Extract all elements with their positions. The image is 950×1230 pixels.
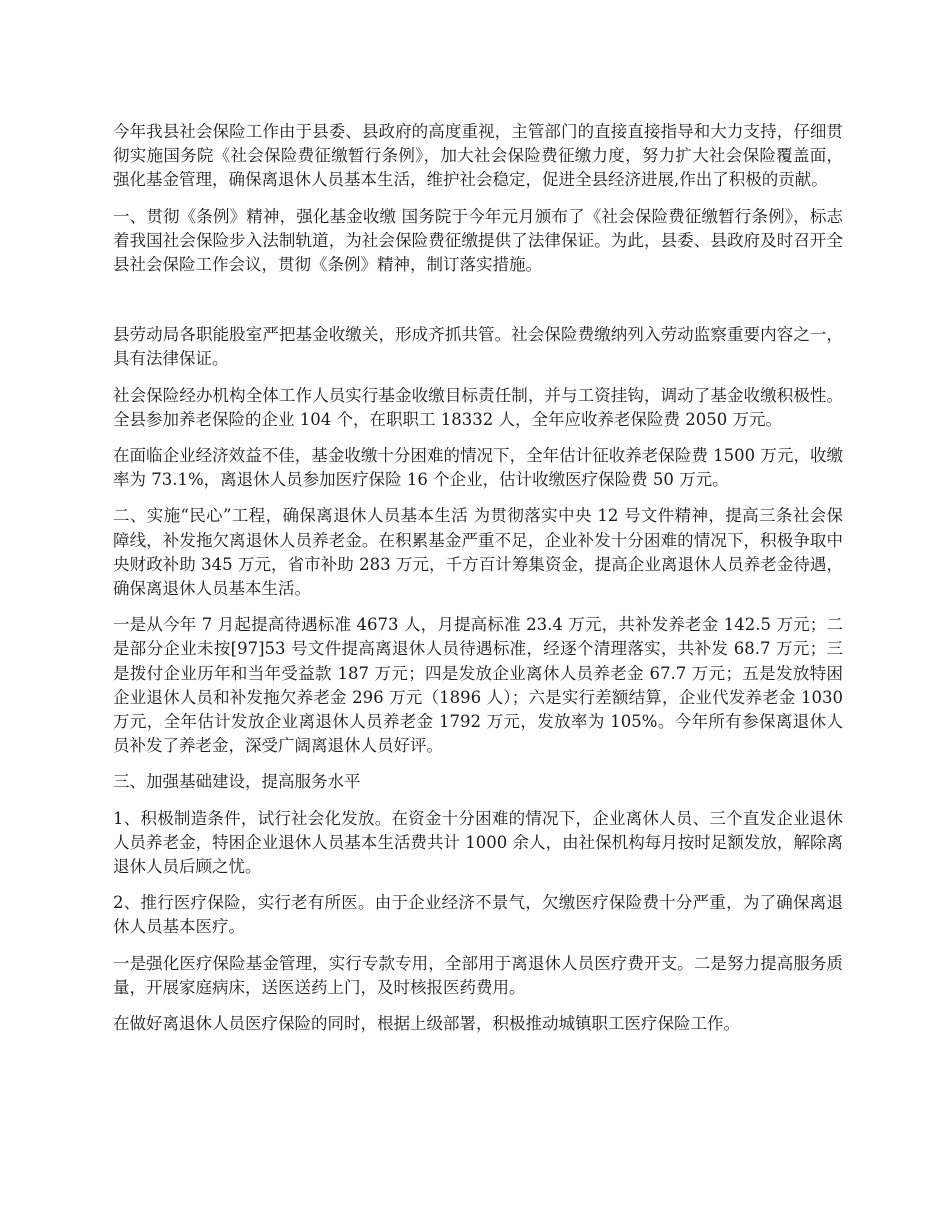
paragraph-medical-fund: 一是强化医疗保险基金管理，实行专款专用，全部用于离退休人员医疗费开支。二是努力提高服务质量，开展家庭病床，送医送药上门，及时核报医药费用。	[113, 953, 843, 997]
paragraph-closing: 在做好离退休人员医疗保险的同时，根据上级部署，积极推动城镇职工医疗保险工作。	[113, 1014, 740, 1034]
paragraph-intro: 今年我县社会保险工作由于县委、县政府的高度重视，主管部门的直接直接指导和大力支持，仔细贯彻实施国务院《社会保险费征缴暂行条例》，加大社会保险费征缴力度，努力扩大社会保险覆盖面，强化基金管理，确保离退休人员基本生活，维护社会稳定，促进全县经济进展,作出了积极的贡献。	[113, 122, 843, 190]
paragraph-collection-rate: 在面临企业经济效益不佳，基金收缴十分困难的情况下，全年估计征收养老保险费 1500 万元，收缴率为 73.1%，离退休人员参加医疗保险 16 个企业，估计收缴医疗保险费 50 万元。	[113, 446, 843, 490]
paragraph-pension-details: 一是从今年 7 月起提高待遇标准 4673 人，月提高标准 23.4 万元，共补发养老金 142.5 万元；二是部分企业未按[97]53 号文件提高离退休人员待遇标准，经逐个清理落实，共补发 68.7 万元；三是拨付企业历年和当年受益款 187 万元；四是发放企业离休人员养老金 67.7 万元；五是发放特困企业退休人员和补发拖欠养老金 296 万元（1896 人）；六是实行差额结算，企业代发养老金 1030 万元，全年估计发放企业离退休人员养老金 1792 万元，发放率为 105%。今年所有参保离退休人员补发了养老金，深受广阔离退休人员好评。	[113, 615, 843, 756]
paragraph-item-one: 1、积极制造条件，试行社会化发放。在资金十分困难的情况下，企业离休人员、三个直发企业退休人员养老金，特困企业退休人员基本生活费共计 1000 余人，由社保机构每月按时足额发放，解除离退休人员后顾之忧。	[113, 808, 843, 877]
paragraph-item-two: 2、推行医疗保险，实行老有所医。由于企业经济不景气，欠缴医疗保险费十分严重，为了确保离退休人员基本医疗。	[113, 893, 843, 937]
paragraph-section-two: 二、实施“民心”工程，确保离退休人员基本生活 为贯彻落实中央 12 号文件精神，提高三条社会保障线，补发拖欠离退休人员养老金。在积累基金严重不足，企业补发十分困难的情况下，积极争取中央财政补助 345 万元，省市补助 283 万元，千方百计筹集资金，提高企业离退休人员养老金待遇，确保离退休人员基本生活。	[113, 506, 843, 599]
document-page	[113, 120, 843, 1048]
section-heading-three: 三、加强基础建设，提高服务水平	[113, 772, 361, 792]
paragraph-section-one: 一、贯彻《条例》精神，强化基金收缴 国务院于今年元月颁布了《社会保险费征缴暂行条例》，标志着我国社会保险步入法制轨道，为社会保险费征缴提供了法律保证。为此，县委、县政府及时召开全县社会保险工作会议，贯彻《条例》精神，制订落实措施。	[113, 206, 843, 275]
paragraph-responsibility-system: 社会保险经办机构全体工作人员实行基金收缴目标责任制，并与工资挂钩，调动了基金收缴积极性。全县参加养老保险的企业 104 个，在职职工 18332 人，全年应收养老保险费 2050 万元。	[113, 385, 843, 429]
paragraph-labor-bureau: 县劳动局各职能股室严把基金收缴关，形成齐抓共管。社会保险费缴纳列入劳动监察重要内容之一，具有法律保证。	[113, 325, 843, 369]
